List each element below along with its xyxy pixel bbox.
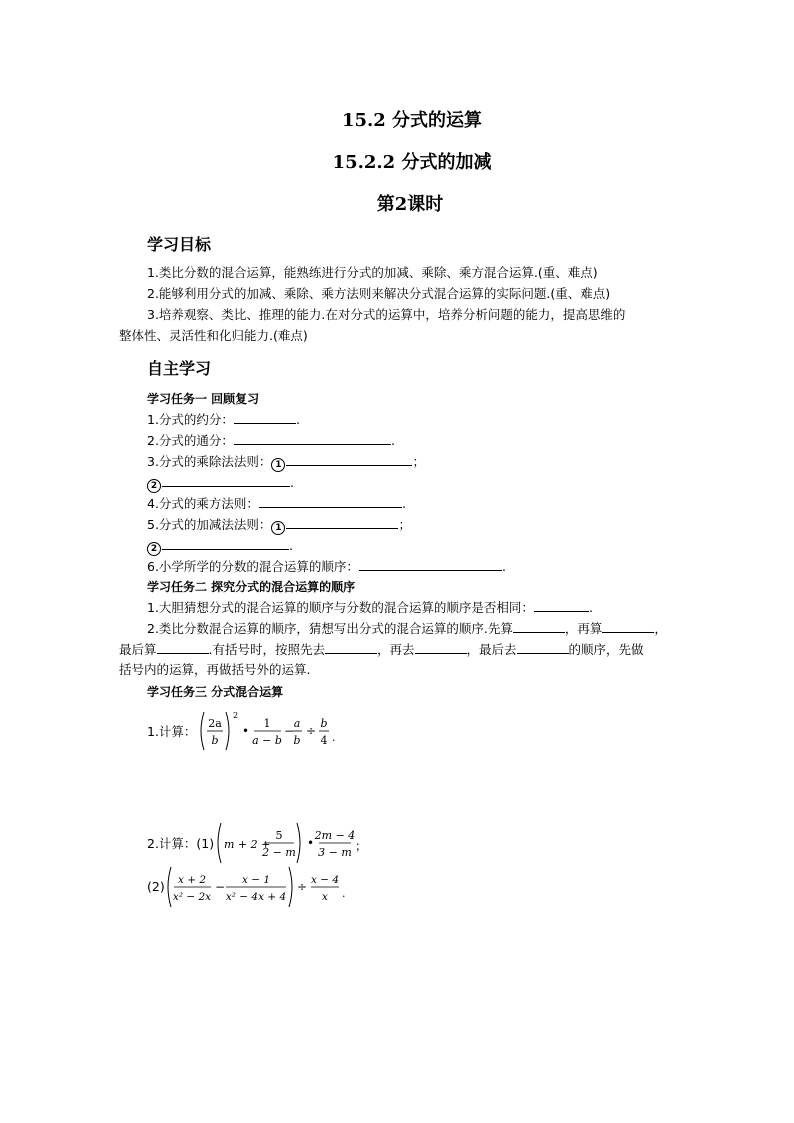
selfstudy-heading: 自主学习 (147, 359, 212, 378)
semicolon: ； (412, 454, 425, 469)
task2-q2-text-a: 2.类比分数混合运算的顺序，猜想写出分式的混合运算的顺序.先算 (147, 621, 513, 636)
frac-num: 2m − 4 (314, 829, 356, 842)
period: . (290, 475, 294, 490)
frac2-num: 1 (263, 717, 271, 730)
period: . (501, 559, 506, 574)
frac1-num: 2a (208, 717, 222, 730)
frac3-num: a (293, 717, 301, 730)
semicolon: ； (398, 517, 411, 532)
frac4-num: b (320, 717, 328, 730)
svg-text:•: • (242, 724, 250, 738)
blank-input[interactable] (157, 641, 209, 654)
svg-text:−: − (284, 724, 295, 738)
svg-text:÷: ÷ (297, 880, 308, 894)
blank-input[interactable] (415, 641, 467, 654)
blank-input[interactable] (517, 641, 569, 654)
circled-number: 1 (271, 521, 285, 535)
blank-input[interactable] (359, 558, 502, 571)
frac-den: x (322, 891, 328, 903)
blank-input[interactable] (513, 620, 565, 633)
task2-q2-text-c: ， (654, 621, 667, 636)
frac-den: 2 − m (262, 846, 296, 859)
blank-input[interactable] (259, 495, 402, 508)
formula-3 (164, 864, 364, 910)
blank-input[interactable] (234, 411, 296, 424)
frac-num: x + 2 (177, 874, 207, 886)
blank-input[interactable] (286, 516, 398, 529)
period: . (295, 412, 300, 427)
task1-q2-text: 2.分式的通分： (147, 433, 234, 448)
task3-q1-label: 1.计算： (147, 724, 197, 739)
period: . (401, 496, 406, 511)
svg-text:−: − (215, 880, 226, 894)
period: . (332, 731, 336, 744)
circled-number: 1 (271, 458, 285, 472)
blank-input[interactable] (602, 620, 654, 633)
task2-q1 (147, 599, 593, 616)
task2-q2-text-h: 的顺序，先做 (568, 642, 644, 657)
objective-1: 1.类比分数的混合运算，能熟练进行分式的加减、乘除、乘方混合运算.(重、难点) (147, 265, 598, 280)
blank-input[interactable] (534, 599, 589, 612)
task2-title: 学习任务二 探究分式的混合运算的顺序 (147, 580, 356, 594)
blank-input[interactable] (286, 453, 412, 466)
lesson-title: 第2课时 (376, 194, 444, 215)
task2-q2-text-b: ，再算 (564, 621, 603, 636)
task1-q3-rule2 (147, 474, 294, 493)
task2-q2-text-d: 最后算 (119, 642, 157, 657)
task3-title: 学习任务三 分式混合运算 (147, 685, 284, 699)
period: . (390, 433, 395, 448)
formula-2-prefix: m + 2 + (224, 838, 271, 851)
task3-q2-label: 2.计算：(1) (147, 836, 215, 851)
task3-q2-sub2-label: (2) (147, 879, 165, 894)
blank-input[interactable] (162, 474, 290, 487)
circled-number: 2 (147, 479, 161, 493)
task1-q3-text: 3.分式的乘除法法则： (147, 454, 272, 469)
period: . (588, 600, 593, 615)
task2-q2-text-e: .有括号时，按照先去 (208, 642, 325, 657)
task1-q5-rule2 (147, 537, 293, 556)
subsection-title: 15.2.2 分式的加减 (332, 152, 492, 173)
svg-text:÷: ÷ (306, 724, 317, 738)
task2-q1-text: 1.大胆猜想分式的混合运算的顺序与分数的混合运算的顺序是否相同： (147, 600, 534, 615)
frac1-den: b (211, 734, 219, 747)
task1-q3 (147, 453, 425, 472)
frac-num: 5 (275, 829, 283, 842)
section-title: 15.2 分式的运算 (341, 110, 483, 131)
task1-q4 (147, 495, 406, 512)
task1-q6 (147, 558, 506, 575)
objectives-heading: 学习目标 (147, 235, 212, 254)
formula-2 (214, 820, 374, 866)
blank-input[interactable] (234, 432, 391, 445)
objective-2: 2.能够利用分式的加减、乘除、乘方法则来解决分式混合运算的实际问题.(重、难点) (147, 286, 611, 301)
frac2-den: a − b (252, 734, 282, 747)
task2-q2-text-g: ，最后去 (466, 642, 517, 657)
svg-text:•: • (307, 836, 315, 850)
frac-num: x − 1 (241, 874, 271, 886)
circled-number: 2 (147, 542, 161, 556)
period: . (342, 887, 346, 900)
task1-q5-text: 5.分式的加减法法则： (147, 517, 272, 532)
frac3-den: b (293, 734, 301, 747)
frac4-den: 4 (320, 734, 328, 747)
frac-den: 3 − m (318, 846, 352, 859)
blank-input[interactable] (325, 641, 377, 654)
semicolon: ； (355, 839, 368, 853)
exponent: 2 (233, 711, 239, 720)
task1-q1-text: 1.分式的约分： (147, 412, 234, 427)
formula-1 (196, 708, 346, 754)
task1-q5 (147, 516, 411, 535)
task1-q1 (147, 411, 300, 428)
frac-num: x − 4 (310, 874, 340, 886)
task2-q2-line2 (119, 641, 644, 658)
objective-3-line2: 整体性、灵活性和化归能力.(难点) (119, 328, 308, 343)
frac-den: x² − 2x (172, 891, 212, 903)
frac-den: x² − 4x + 4 (225, 891, 287, 903)
objective-3-line1: 3.培养观察、类比、推理的能力.在对分式的运算中，培养分析问题的能力，提高思维的 (147, 307, 626, 322)
task2-q2-line1 (147, 620, 667, 637)
period: . (289, 538, 293, 553)
task2-q2-line3: 括号内的运算，再做括号外的运算. (119, 662, 311, 677)
task1-q6-text: 6.小学所学的分数的混合运算的顺序： (147, 559, 359, 574)
task2-q2-text-f: ，再去 (377, 642, 415, 657)
task1-q2 (147, 432, 395, 449)
task1-title: 学习任务一 回顾复习 (147, 392, 260, 406)
blank-input[interactable] (162, 537, 289, 550)
task1-q4-text: 4.分式的乘方法则： (147, 496, 259, 511)
